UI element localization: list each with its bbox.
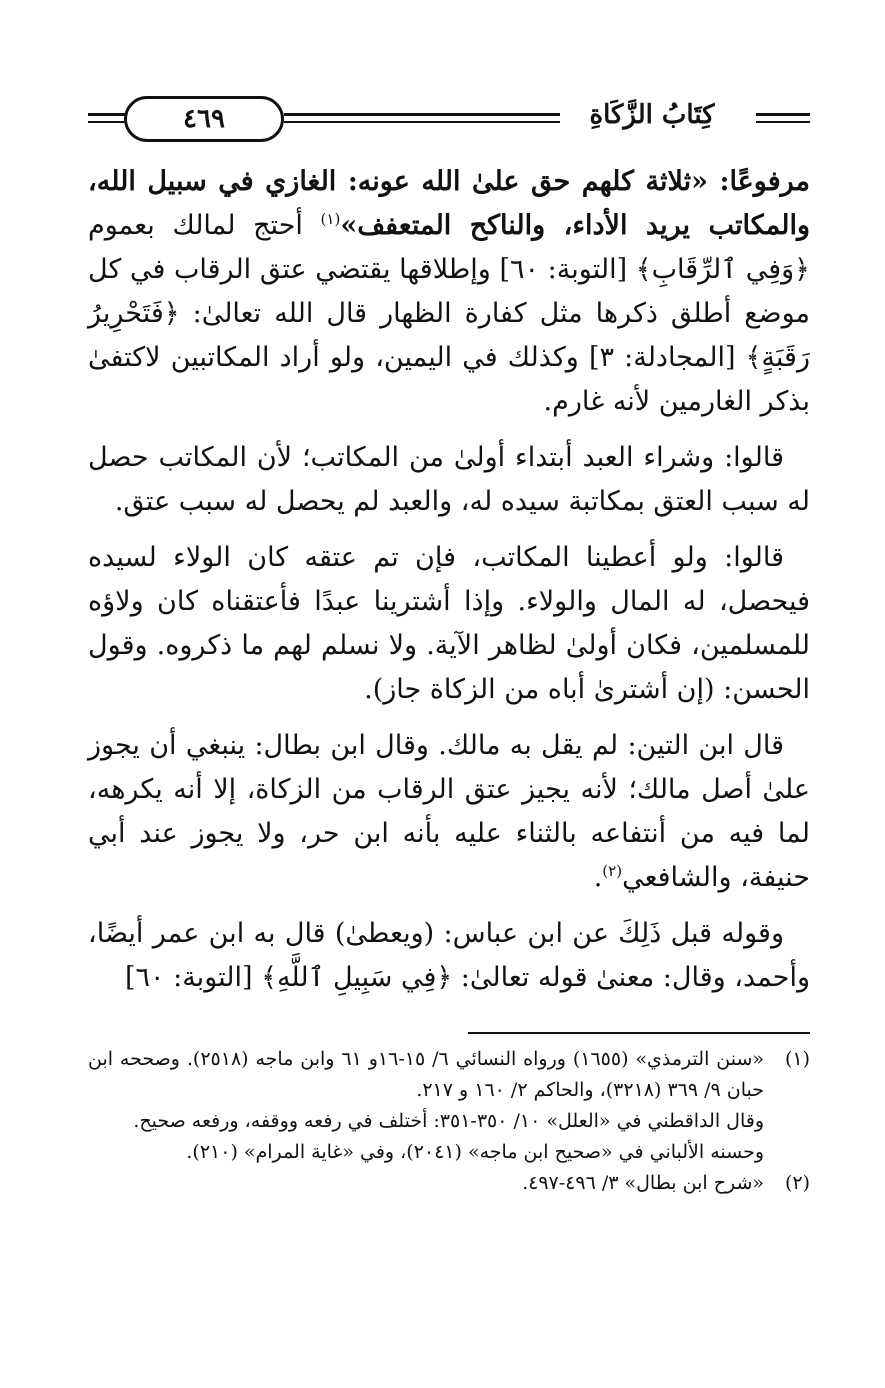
header-rule-middle-thin <box>284 121 560 123</box>
footnote-number: (١) <box>784 1048 810 1070</box>
footnote-ref[interactable]: (٢) <box>602 862 623 880</box>
page-header <box>88 96 810 146</box>
paragraph <box>88 436 810 524</box>
paragraph <box>88 724 810 900</box>
paragraph-text: وقوله قبل ذَلِكَ عن ابن عباس: (ويعطىٰ) قال به ابن عمر أيضًا، وأحمد، وقال: معنىٰ قوله تعالىٰ: ﴿فِي سَبِيلِ ٱللَّهِ﴾ [التوبة: ٦٠] <box>88 918 810 993</box>
header-rule-right-thin <box>756 121 810 123</box>
footnote-continuation: وحسنه الألباني في «صحيح ابن ماجه» (٢٠٤١)، وفي «غاية المرام» (٢١٠). <box>186 1141 764 1163</box>
header-rule-middle <box>284 113 560 116</box>
footnote-text: «شرح ابن بطال» ٣/ ٤٩٦-٤٩٧. <box>522 1172 764 1194</box>
hadith-quote: مرفوعًا: «ثلاثة كلهم حق علىٰ الله عونه: الغازي في سبيل الله، والمكاتب يريد الأداء، والناكح المتعفف» <box>88 166 810 241</box>
footnote-ref[interactable]: (١) <box>320 210 341 228</box>
paragraph <box>88 160 810 424</box>
paragraph-text: قالوا: وشراء العبد أبتداء أولىٰ من المكاتب؛ لأن المكاتب حصل له سبب العتق بمكاتبة سيده له، والعبد لم يحصل له سبب عتق. <box>88 442 810 517</box>
page-number: ٤٦٩ <box>124 96 284 142</box>
paragraph <box>88 912 810 1000</box>
footnotes <box>88 1044 810 1199</box>
chapter-title: كِتَابُ الزَّكَاةِ <box>589 100 715 130</box>
paragraph-text: قال ابن التين: لم يقل به مالك. وقال ابن بطال: ينبغي أن يجوز علىٰ أصل مالك؛ لأنه يجيز عتق الرقاب من الزكاة، إلا أنه يكرهه، لما فيه من أنتفاعه بالثناء عليه بأنه ابن حر، ولا يجوز عند أبي حنيفة، والشافعي <box>88 730 810 893</box>
main-text <box>88 160 810 1012</box>
header-rule-right <box>756 113 810 116</box>
paragraph-text: أحتج لمالك بعموم ﴿وَفِي ٱلرِّقَابِ﴾ [التوبة: ٦٠] وإطلاقها يقتضي عتق الرقاب في كل موضع أطلق ذكرها مثل كفارة الظهار قال الله تعالىٰ: ﴿فَتَحْرِيرُ رَقَبَةٍ﴾ [المجادلة: ٣] وكذلك في اليمين، ولو أراد المكاتبين لاكتفىٰ بذكر الغارمين لأنه غارم. <box>88 210 810 417</box>
paragraph-text: قالوا: ولو أعطينا المكاتب، فإن تم عتقه كان الولاء لسيده فيحصل، له المال والولاء. وإذا أشترينا عبدًا فأعتقناه كان ولاؤه للمسلمين، فكان أولىٰ لظاهر الآية. ولا نسلم لهم ما ذكروه. وقول الحسن: (إن أشترىٰ أباه من الزكاة جاز). <box>88 542 810 705</box>
footnote-item <box>88 1044 810 1106</box>
header-rule-left <box>88 113 128 116</box>
footnote-separator <box>468 1032 810 1034</box>
paragraph-tail: . <box>593 862 603 893</box>
paragraph <box>88 536 810 712</box>
footnote-number: (٢) <box>784 1172 810 1194</box>
header-rule-left-thin <box>88 121 128 123</box>
footnote-continuation: وقال الداقطني في «العلل» ١٠/ ٣٥٠-٣٥١: أختلف في رفعه ووقفه، ورفعه صحيح. <box>133 1110 764 1132</box>
footnote-item <box>88 1168 810 1199</box>
footnote-text: «سنن الترمذي» (١٦٥٥) ورواه النسائي ٦/ ١٥-١٦و ٦١ وابن ماجه (٢٥١٨). وصححه ابن حبان ٩/ ٣٦٩ (٣٢١٨)، والحاكم ٢/ ١٦٠ و ٢١٧. <box>88 1048 764 1101</box>
